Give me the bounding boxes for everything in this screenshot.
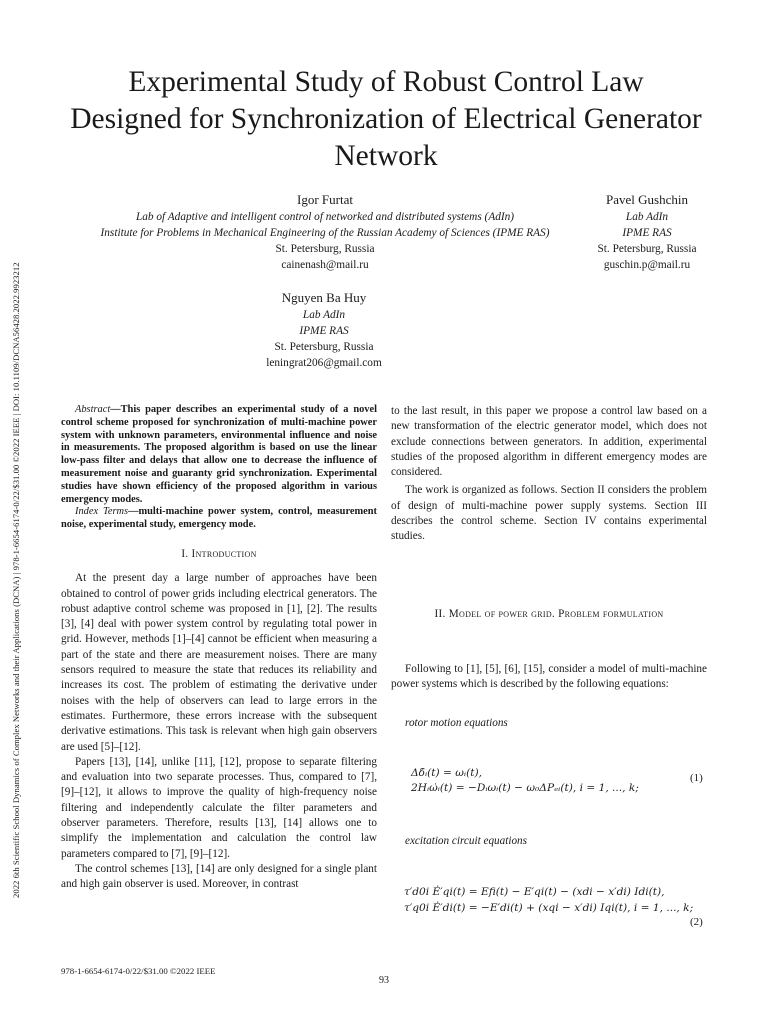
author-affiliation: Institute for Problems in Mechanical Engineering of the Russian Academy of Sciences (IPME RAS) (100, 227, 550, 239)
right-column (391, 404, 707, 545)
abstract: Abstract—This paper describes an experimental study of a novel control scheme proposed for synchronization of multi-machine power system with unknown parameters, environmental influence and noise in measurements. The proposed algorithm is based on use the linear low-pass filter and delays that allow one to decrease the influence of measurement noise and guaranty grid synchronization. Experimental studies have shown efficiency of the proposed algorithm in various emergency modes. (61, 404, 377, 505)
abstract-label: Abstract (75, 404, 111, 415)
paragraph: Following to [1], [5], [6], [15], consider a model of multi-machine power systems which is described by the following equations: (391, 663, 707, 691)
author-city: St. Petersburg, Russia (275, 243, 375, 255)
author-block-2 (572, 191, 722, 273)
equation-2-line-1: τ′d0i Ė′qi(t) = Efi(t) − E′qi(t) − (xdi − x′di) Idi(t), (404, 886, 665, 898)
author-affiliation: Lab of Adaptive and intelligent control of networked and distributed systems (AdIn) (135, 211, 515, 223)
paragraph: The control schemes [13], [14] are only designed for a single plant and high gain observer is used. Moreover, in contrast (61, 862, 377, 891)
section-heading-model: II. Model of power grid. Problem formulation (434, 608, 664, 620)
author-affiliation: Lab AdIn (625, 211, 669, 223)
index-terms: Index Terms—multi-machine power system, control, measurement noise, experimental study, emergency mode. (61, 506, 378, 531)
equation-number-2: (2) (690, 916, 703, 928)
paragraph: Papers [13], [14], unlike [11], [12], propose to separate filtering and evaluation into two separate processes. Thus, compared to [7], [9]–[12], it allows to improve the quality of high-frequency noise filtering and independently calculate the filter parameters and observer parameters. Therefore, results [13], [14] allows one to simplify the implementation and calculation the control law parameters compared to [7], [9]–[12]. (61, 755, 377, 860)
author-block-1 (60, 191, 590, 273)
left-column (61, 404, 377, 893)
author-email: leningrat206@gmail.com (266, 357, 382, 369)
equation-2-line-2: τ′q0i Ė′di(t) = −E′di(t) + (xqi − x′di) Iqi(t), i = 1, ..., k; (404, 902, 694, 914)
author-affiliation: Lab AdIn (302, 309, 346, 321)
index-terms-label: Index Terms (75, 506, 129, 518)
equation-1-line-2: 2Hᵢω̇ᵢ(t) = −Dᵢωᵢ(t) − ω₀ΔPₑᵢ(t), i = 1, ..., k; (411, 782, 639, 794)
page-number: 93 (379, 975, 389, 986)
sidebar-citation (9, 128, 23, 898)
author-email: guschin.p@mail.ru (603, 259, 691, 271)
author-city: St. Petersburg, Russia (597, 243, 697, 255)
footer-copyright: 978-1-6654-6174-0/22/$31.00 ©2022 IEEE (61, 966, 216, 976)
index-terms-text: multi-machine power system, control, measurement noise, experimental study, emergency mode. (61, 506, 378, 531)
paper-title: Experimental Study of Robust Control Law Designed for Synchronization of Electrical Generator Network (70, 66, 702, 172)
author-email: cainenash@mail.ru (281, 259, 369, 271)
equation-1-line-1: Δδ̇ᵢ(t) = ωᵢ(t), (411, 767, 482, 779)
excitation-equations-label: excitation circuit equations (405, 835, 527, 847)
author-affiliation: IPME RAS (622, 227, 672, 239)
section-heading-introduction: I. Introduction (181, 547, 257, 560)
author-city: St. Petersburg, Russia (274, 341, 374, 353)
abstract-text: This paper describes an experimental study of a novel control scheme proposed for synchronization of multi-machine power system with unknown parameters, environmental influence and noise in measurements. The proposed algorithm is based on use the linear low-pass filter and delays that allow one to decrease the influence of measurement noise and guaranty grid synchronization. Experimental studies have shown efficiency of the proposed algorithm in various emergency modes. (61, 404, 377, 505)
rotor-equations-label: rotor motion equations (405, 717, 508, 729)
paragraph: The work is organized as follows. Section II considers the problem of design of multi-machine power supply systems. Section III describes the control scheme. Section IV contains experimental studies. (391, 484, 707, 543)
author-affiliation: IPME RAS (299, 325, 349, 337)
author-name: Igor Furtat (297, 192, 353, 207)
paragraph: to the last result, in this paper we propose a control law based on a new transformation of the electric generator model, which does not exclude connections between generators. In addition, experimental studies of the proposed algorithm in different emergency modes are considered. (391, 405, 707, 479)
sidebar-citation-text: 2022 6th Scientific School Dynamics of Complex Networks and their Applications (DCNA) | 978-1-6654-6174-0/22/$31.00 ©2022 IEEE | DOI: 10.1109/DCNA56428.2022.9923212 (11, 262, 21, 898)
equation-number-1: (1) (690, 772, 703, 784)
paragraph: At the present day a large number of approaches have been obtained to control of power grids including electrical generators. The robust adaptive control scheme was proposed in [1], [2]. The results [3], [4] deal with power system control by regulating total power in grid. However, methods [1]–[4] cannot be efficient when measuring a part of the state and there are measurement noises. There are many sensors required to measure the state that reduces its reliability and increases its cost. The problem of estimating the derivative under noises with the help of observers can lead to large errors in the estimates. Furthermore, these errors increase with the subsequent derivative estimations. This task is relevant when high gain observers are used [5]–[12]. (61, 572, 377, 753)
author-name: Pavel Gushchin (606, 192, 688, 207)
author-block-3 (234, 289, 414, 371)
author-name: Nguyen Ba Huy (281, 290, 367, 305)
